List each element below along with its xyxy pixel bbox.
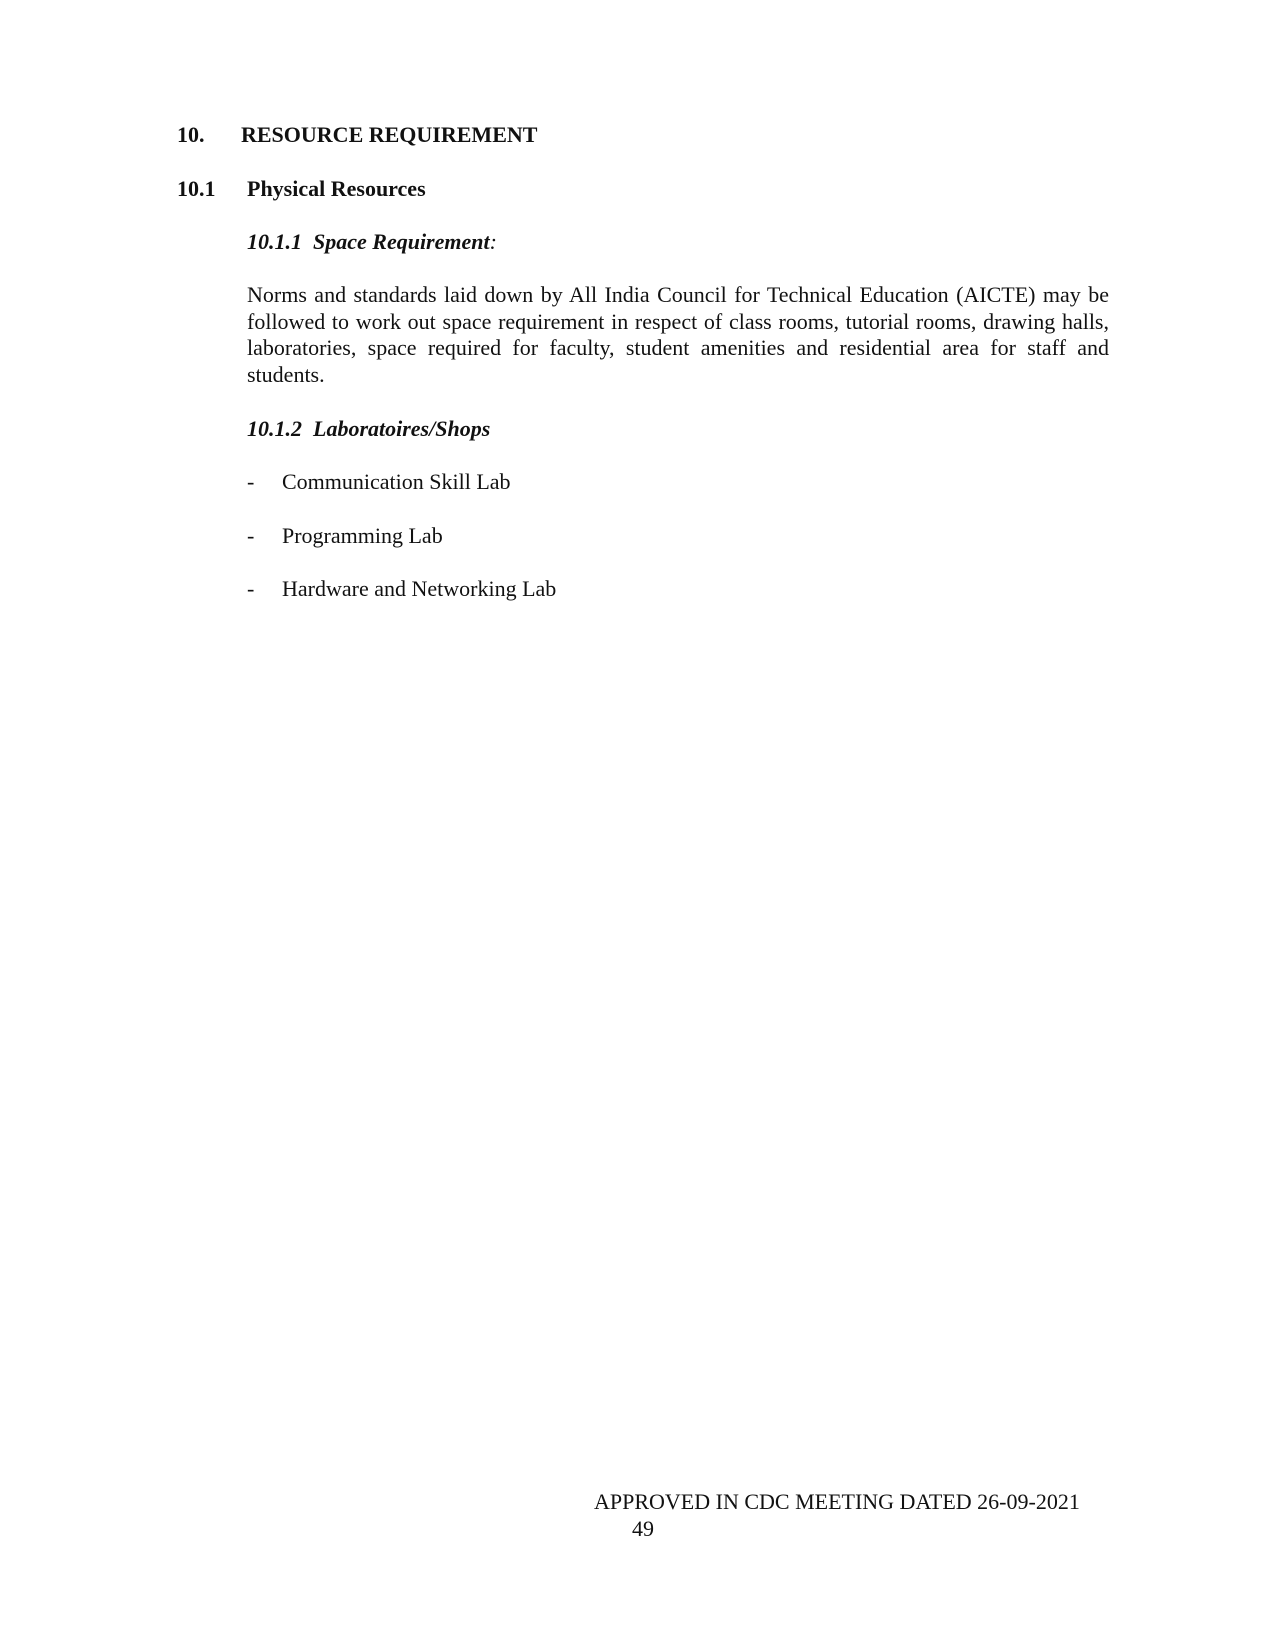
labs-list: [247, 469, 556, 630]
list-item-label: Communication Skill Lab: [282, 469, 511, 494]
list-item: [247, 576, 556, 630]
list-bullet: -: [247, 522, 255, 548]
list-item-label: Hardware and Networking Lab: [282, 576, 557, 601]
space-requirement-colon: :: [489, 229, 497, 254]
space-requirement-heading: [247, 229, 497, 255]
approval-footer: APPROVED IN CDC MEETING DATED 26-09-2021: [594, 1489, 1080, 1514]
list-item-label: Programming Lab: [282, 522, 443, 548]
list-item: [247, 469, 556, 523]
subsection-heading: [177, 176, 426, 202]
section-number: 10.: [177, 122, 205, 147]
list-item: [247, 523, 556, 577]
subsection-number: 10.1: [177, 176, 216, 201]
labs-heading: 10.1.2 Laboratoires/Shops: [247, 416, 491, 441]
section-heading: [177, 122, 537, 148]
subsection-title: Physical Resources: [247, 176, 426, 201]
space-requirement-title: 10.1.1 Space Requirement: [247, 229, 490, 254]
space-requirement-paragraph: Norms and standards laid down by All India Council for Technical Education (AICTE) may be followed to work out space requirement in respect of class rooms, tutorial rooms, drawing halls, laboratories, space required for faculty, student amenities and residential area for staff and students.: [247, 282, 1109, 387]
page-number: 49: [632, 1516, 654, 1541]
list-bullet: -: [247, 469, 255, 494]
list-bullet: -: [247, 576, 255, 601]
section-title: RESOURCE REQUIREMENT: [241, 122, 538, 147]
